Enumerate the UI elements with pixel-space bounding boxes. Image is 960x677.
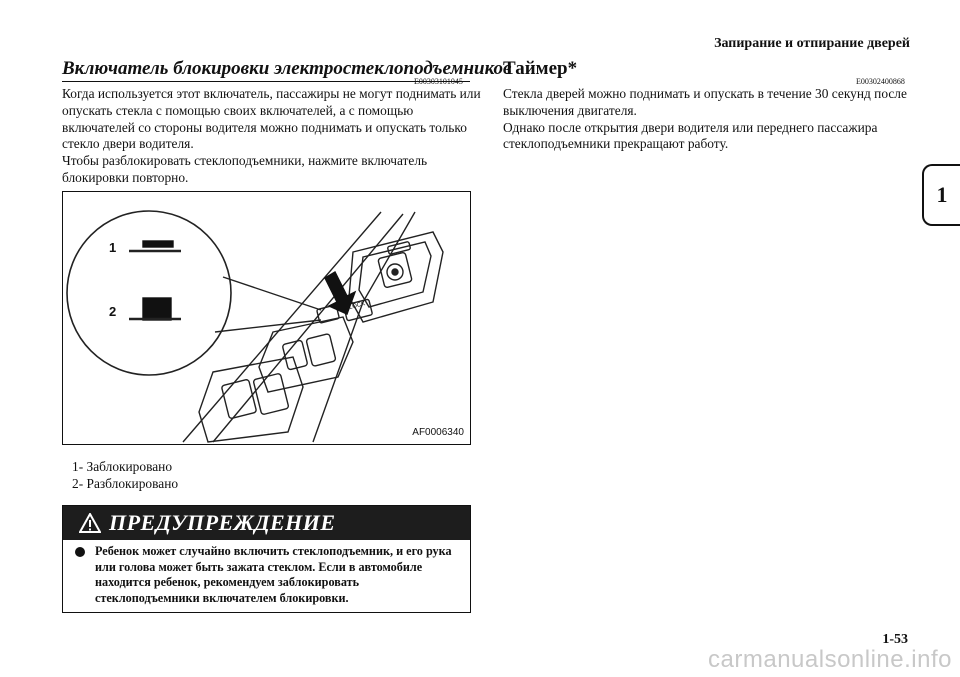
warning-title: ПРЕДУПРЕЖДЕНИЕ bbox=[109, 510, 336, 535]
paragraph: Однако после открытия двери водителя или переднего пассажира стеклоподъемники прекращают работу. bbox=[503, 119, 878, 152]
legend-item: 1- Заблокировано bbox=[72, 459, 173, 474]
figure-legend bbox=[72, 459, 178, 493]
section-code-timer: E00302400868 bbox=[856, 77, 905, 86]
chapter-tab: 1 bbox=[922, 164, 960, 226]
lock-switch-figure bbox=[62, 191, 471, 445]
lock-label: LOCK bbox=[348, 301, 366, 311]
warning-text: Ребенок может случайно включить стеклоподъемник, и его рука или голова может быть зажата стеклом. Если в автомобиле находится ребенок, рекомендуем заблокировать стеклоподъемники включателем блокировки. bbox=[95, 544, 452, 605]
paragraph: Стекла дверей можно поднимать и опускать в течение 30 секунд после выключения двигателя. bbox=[503, 86, 907, 118]
paragraph: Чтобы разблокировать стеклоподъемники, нажмите включатель блокировки повторно. bbox=[62, 153, 428, 185]
section-code-lock-switch: E00303101045 bbox=[414, 77, 463, 86]
warning-item bbox=[75, 544, 463, 606]
callout-1: 1 bbox=[109, 240, 117, 255]
door-switch-panel-illustration bbox=[63, 192, 469, 443]
running-header: Запирание и отпирание дверей bbox=[714, 36, 910, 51]
legend-item: 2- Разблокировано bbox=[72, 475, 179, 491]
callout-2: 2 bbox=[109, 304, 117, 319]
timer-text bbox=[503, 86, 923, 153]
lock-switch-text bbox=[62, 86, 482, 187]
section-heading-timer: Таймер* bbox=[503, 58, 578, 79]
section-heading-lock-switch: Включатель блокировки электростеклоподъемников bbox=[62, 58, 470, 82]
warning-header bbox=[63, 506, 470, 540]
figure-code: AF0006340 bbox=[412, 427, 464, 438]
warning-triangle-icon bbox=[79, 513, 101, 533]
page-number: 1-53 bbox=[882, 632, 908, 647]
bullet-dot-icon bbox=[75, 547, 85, 557]
paragraph: Когда используется этот включатель, пассажиры не могут поднимать или опускать стекла с помощью своих включателей, а с помощью включателей со стороны водителя можно поднимать и опускать только стекло двери водителя. bbox=[62, 86, 481, 152]
warning-box bbox=[62, 505, 471, 613]
watermark: carmanualsonline.info bbox=[708, 646, 952, 673]
